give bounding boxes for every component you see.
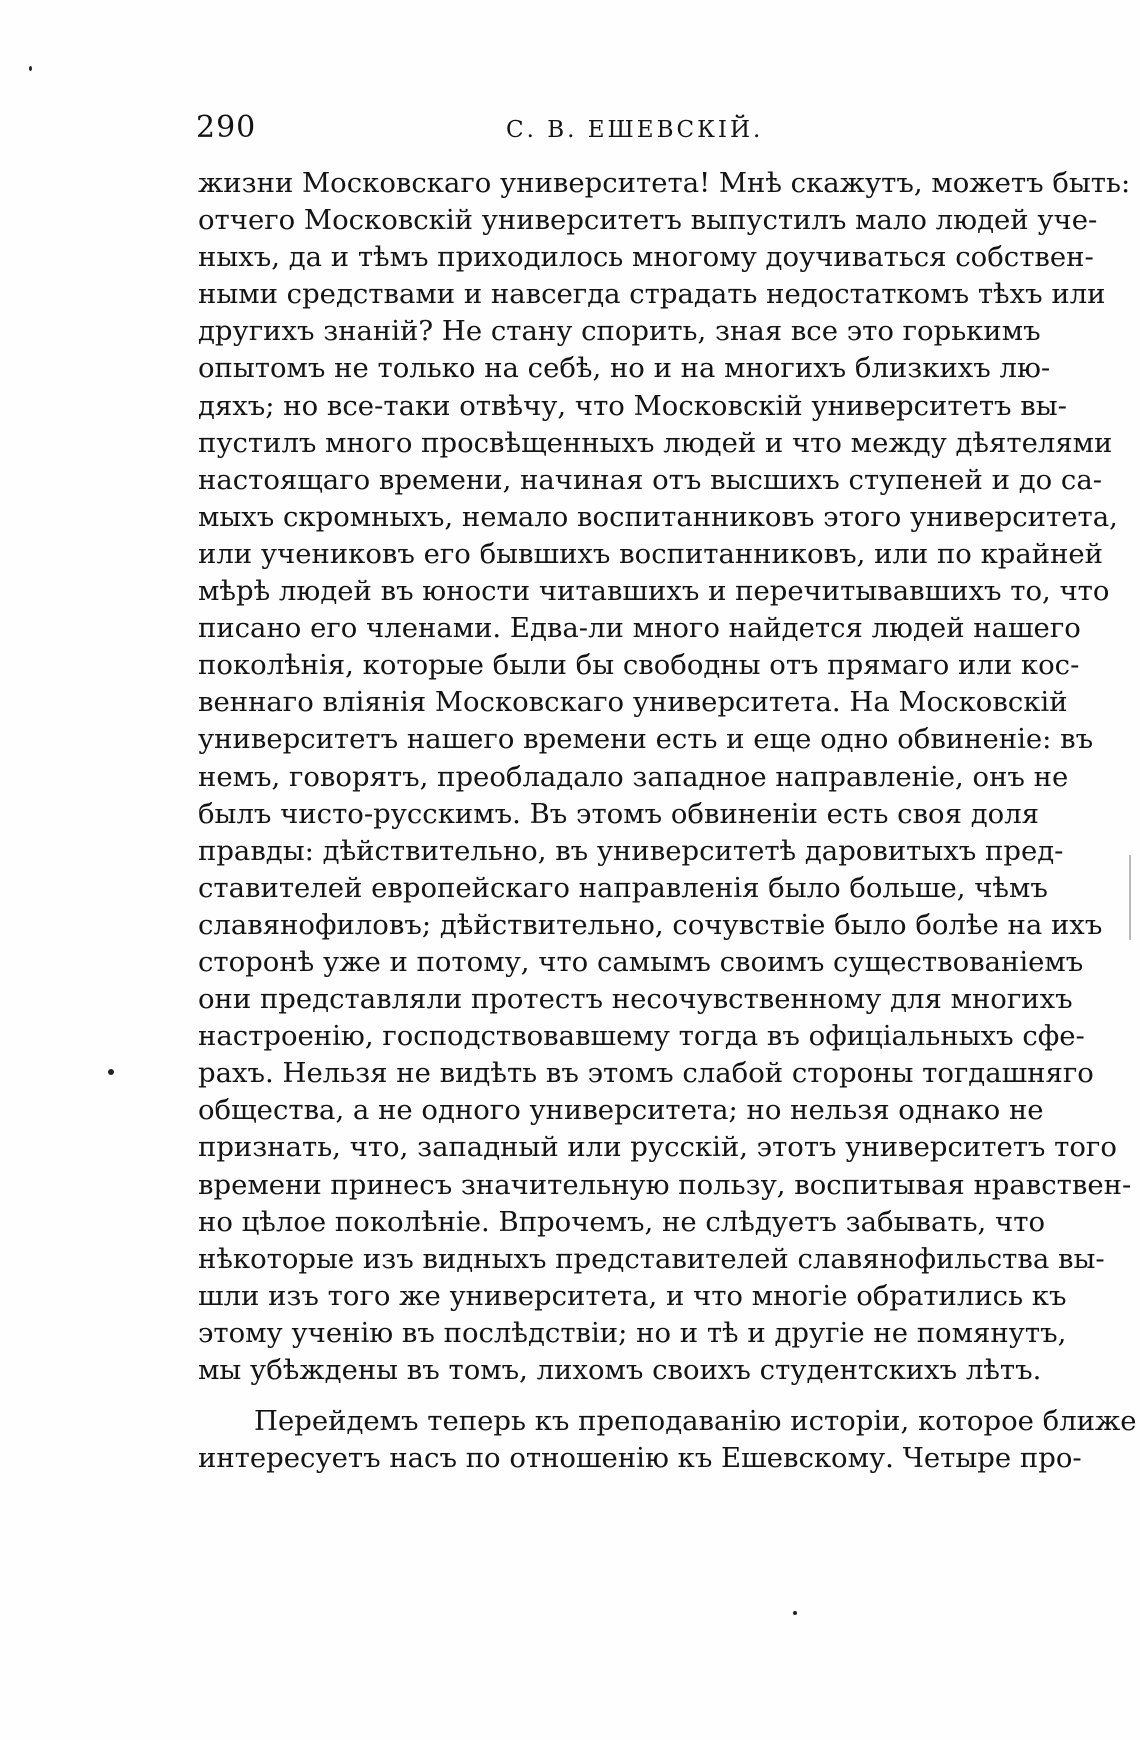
text-line: другихъ знаній? Не стану спорить, зная все это горькимъ xyxy=(198,315,1041,348)
text-line: или учениковъ его бывшихъ воспитанниковъ, или по крайней xyxy=(198,537,1104,570)
text-line: славянофиловъ; дѣйствительно, сочувствіе было болѣе на ихъ xyxy=(198,908,1103,941)
text-line: университетъ нашего времени есть и еще одно обвиненіе: въ xyxy=(198,723,1094,756)
text-line: времени принесъ значительную пользу, воспитывая нравствен- xyxy=(198,1168,1132,1201)
text-line: опытомъ не только на себѣ, но и на многихъ близкихъ лю- xyxy=(198,352,1051,385)
text-line: настоящаго времени, начиная отъ высшихъ ступеней и до са- xyxy=(198,463,1103,496)
paragraph-gap xyxy=(198,1389,1024,1403)
scan-speck xyxy=(108,1069,114,1075)
text-line: нѣкоторые изъ видныхъ представителей славянофильства вы- xyxy=(198,1242,1105,1275)
text-line: интересуетъ насъ по отношенію къ Ешевскому. Четыре про- xyxy=(198,1442,1082,1475)
text-line: настроенію, господствовавшему тогда въ офиціальныхъ сфе- xyxy=(198,1020,1085,1053)
text-line: дяхъ; но все-таки отвѣчу, что Московскій университетъ вы- xyxy=(198,389,1067,422)
text-line: былъ чисто-русскимъ. Въ этомъ обвиненіи есть своя доля xyxy=(198,797,1040,830)
running-head xyxy=(196,110,1026,150)
text-line: сторонѣ уже и потому, что самымъ своимъ существованіемъ xyxy=(198,945,1084,978)
text-line: рахъ. Нельзя не видѣть въ этомъ слабой стороны тогдашняго xyxy=(198,1057,1094,1090)
text-line: шли изъ того же университета, и что многіе обратились къ xyxy=(198,1279,1067,1312)
text-line: поколѣнія, которые были бы свободны отъ прямаго или кос- xyxy=(198,649,1080,682)
text-line: ставителей европейскаго направленія было больше, чѣмъ xyxy=(198,871,1048,904)
text-line: правды: дѣйствительно, въ университетѣ даровитыхъ пред- xyxy=(198,834,1064,867)
text-line: ныхъ, да и тѣмъ приходилось многому доучиваться собствен- xyxy=(198,241,1094,274)
text-line: пустилъ много просвѣщенныхъ людей и что между дѣятелями xyxy=(198,426,1113,459)
text-line: веннаго вліянія Московскаго университета. На Московскій xyxy=(198,686,1068,719)
scan-speck xyxy=(793,1611,797,1615)
text-line: они представляли протестъ несочувственному для многихъ xyxy=(198,983,1073,1016)
paragraph xyxy=(198,165,1132,1389)
paragraph xyxy=(198,1403,1137,1477)
running-title: С. В. ЕШЕВСКІЙ. xyxy=(506,117,764,143)
text-line: жизни Московскаго университета! Мнѣ скажутъ, можетъ быть: xyxy=(198,167,1131,199)
scan-margin-mark xyxy=(1129,855,1131,940)
text-line: ными средствами и навсегда страдать недостаткомъ тѣхъ или xyxy=(198,278,1106,311)
text-line: мыхъ скромныхъ, немало воспитанниковъ этого университета, xyxy=(198,500,1118,533)
text-line: общества, а не одного университета; но нельзя однако не xyxy=(198,1094,1044,1127)
text-line: немъ, говорятъ, преобладало западное направленіе, онъ не xyxy=(198,760,1069,793)
text-line: писано его членами. Едва-ли много найдется людей нашего xyxy=(198,612,1081,645)
text-line: признать, что, западный или русскій, этотъ университетъ того xyxy=(198,1131,1117,1164)
text-line: отчего Московскій университетъ выпустилъ мало людей уче- xyxy=(198,204,1098,237)
text-line: но цѣлое поколѣніе. Впрочемъ, не слѣдуетъ забывать, что xyxy=(198,1205,1045,1238)
text-block xyxy=(198,165,1137,1477)
text-line: мѣрѣ людей въ юности читавшихъ и перечитывавшихъ то, что xyxy=(198,575,1110,608)
scan-speck xyxy=(29,66,32,71)
text-line: мы убѣждены въ томъ, лихомъ своихъ студентскихъ лѣтъ. xyxy=(198,1354,1042,1386)
page-number: 290 xyxy=(196,110,257,145)
text-line: этому ученію въ послѣдствіи; но и тѣ и другіе не помянутъ, xyxy=(198,1316,1067,1349)
text-line: Перейдемъ теперь къ преподаванію исторіи, которое ближе xyxy=(254,1405,1137,1438)
